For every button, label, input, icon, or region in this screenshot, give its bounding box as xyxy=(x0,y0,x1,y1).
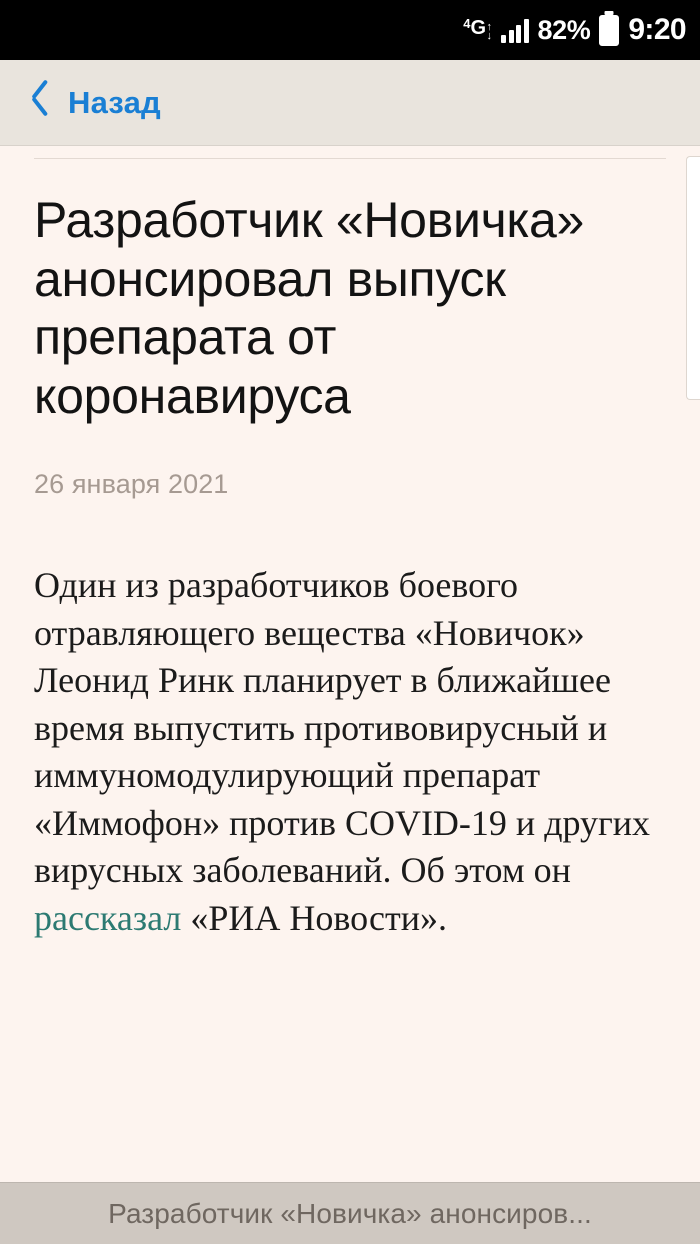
content-divider xyxy=(34,158,666,159)
navigation-bar xyxy=(0,60,700,146)
page-edge-peek[interactable] xyxy=(686,156,700,400)
network-type-icon xyxy=(463,16,492,42)
signal-bars-icon xyxy=(501,17,529,43)
article-body-text-part2: «РИА Новости». xyxy=(181,897,447,938)
battery-icon xyxy=(599,15,619,46)
article-body xyxy=(34,562,656,942)
battery-percent-label: 82% xyxy=(537,14,591,45)
article-content xyxy=(0,146,700,1244)
bottom-bar-title: Разработчик «Новичка» анонсиров... xyxy=(108,1197,592,1229)
status-bar xyxy=(0,0,700,60)
chevron-left-icon[interactable] xyxy=(30,86,52,120)
network-arrows-icon: ↑ ↓ xyxy=(486,21,492,42)
article-page xyxy=(0,146,700,1244)
network-type-main: G xyxy=(470,17,486,39)
article-date: 26 января 2021 xyxy=(34,469,229,499)
article-body-link[interactable]: рассказал xyxy=(34,897,182,938)
article-body-text-part1: Один из разработчиков боевого отравляющего вещества «Новичок» Леонид Ринк планирует в ближайшее время выпустить противовирусный и иммуномодулирующий препарат «Иммофон» против COVID-19 и других вирусных заболеваний. Об этом он xyxy=(34,565,651,891)
back-button[interactable]: Назад xyxy=(68,84,161,120)
page-title: Разработчик «Новичка» анонсировал выпуск препарата от коронавируса xyxy=(34,192,585,424)
status-bar-clock: 9:20 xyxy=(628,13,686,46)
network-type-sup: 4 xyxy=(463,16,471,31)
bottom-title-bar[interactable] xyxy=(0,1182,700,1244)
